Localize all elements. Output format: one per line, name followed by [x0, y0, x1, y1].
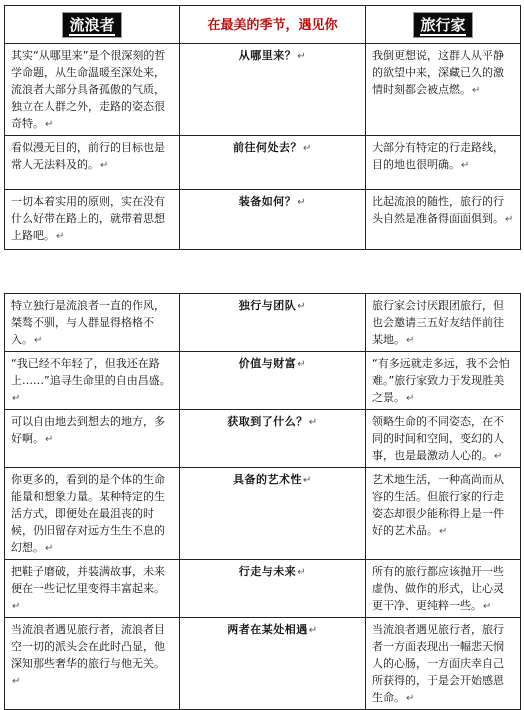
traveler-text: 当流浪者遇见旅行者，旅行者一方面表现出一幅悲天悯人的心肠，一方面庆幸自己所获得的，于是会开始感恩生命。↵ — [366, 618, 521, 710]
header-left-cell — [5, 6, 180, 44]
wanderer-text: 看似漫无目的，前行的目标也是常人无法料及的。↵ — [5, 136, 180, 190]
comparison-table-top — [4, 5, 521, 250]
table-row — [5, 136, 521, 190]
wanderer-text: 可以自由地去到想去的地方，多好啊。↵ — [5, 410, 180, 468]
header-title: 在最美的季节，遇见你 — [207, 17, 338, 33]
topic-label: 前往何处去？↵ — [180, 136, 366, 190]
topic-label: 获取到了什么？↵ — [180, 410, 366, 468]
wanderer-text: 把鞋子磨破，并装满故事，未来便在一些记忆里变得丰富起来。↵ — [5, 560, 180, 618]
traveler-text: 旅行家会讨厌跟团旅行，但也会邀请三五好友结伴前往某地。↵ — [366, 294, 521, 352]
traveler-text: 大部分有特定的行走路线，目的地也很明确。↵ — [366, 136, 521, 190]
wanderer-text: 一切本着实用的原则，实在没有什么好带在路上的，就带着思想上路吧。↵ — [5, 190, 180, 250]
wanderer-text: 你更多的，看到的是个体的生命能量和想象力量。某种特定的生活方式，即便处在最沮丧的时候，仍旧留存对远方生生不息的幻想。↵ — [5, 468, 180, 560]
traveler-text: 比起流浪的随性，旅行的行头自然是准备得面面俱到。↵ — [366, 190, 521, 250]
table-row — [5, 190, 521, 250]
header-wanderer-badge: 流浪者 — [62, 12, 121, 38]
header-middle-cell — [180, 6, 366, 44]
topic-label: 从哪里来？↵ — [180, 44, 366, 136]
comparison-table-bottom — [4, 293, 521, 710]
traveler-text: 艺术地生活，一种高尚而从容的生活。但旅行家的行走姿态却很少能称得上是一件好的艺术品。↵ — [366, 468, 521, 560]
table-row — [5, 618, 521, 710]
table-row — [5, 44, 521, 136]
topic-label: 两者在某处相遇↵ — [180, 618, 366, 710]
table-row — [5, 352, 521, 410]
traveler-text: “有多远就走多远，我不会怕难。”旅行家致力于发现胜美之景。↵ — [366, 352, 521, 410]
wanderer-text: “我已经不年轻了，但我还在路上……”追寻生命里的自由昌盛。↵ — [5, 352, 180, 410]
topic-label: 行走与未来↵ — [180, 560, 366, 618]
traveler-text: 我倒更想说，这群人从平静的欲望中来，深藏已久的激情时刻都会被点燃。↵ — [366, 44, 521, 136]
header-traveler-badge: 旅行家 — [413, 12, 472, 38]
topic-label: 具备的艺术性↵ — [180, 468, 366, 560]
topic-label: 独行与团队↵ — [180, 294, 366, 352]
table-row — [5, 294, 521, 352]
topic-label: 装备如何？↵ — [180, 190, 366, 250]
header-row — [5, 6, 521, 44]
header-right-cell — [366, 6, 521, 44]
wanderer-text: 其实“从哪里来”是个很深刻的哲学命题，从生命温暖至深处来，流浪者大部分具备孤傲的气质，独立在人群之外，走路的姿态很奇特。↵ — [5, 44, 180, 136]
topic-label: 价值与财富↵ — [180, 352, 366, 410]
table-row — [5, 560, 521, 618]
wanderer-text: 特立独行是流浪者一直的作风，桀骜不驯，与人群显得格格不入。↵ — [5, 294, 180, 352]
table-row — [5, 410, 521, 468]
wanderer-text: 当流浪者遇见旅行者，流浪者目空一切的派头会在此时凸显，他深知那些奢华的旅行与他无关。↵ — [5, 618, 180, 710]
table-row — [5, 468, 521, 560]
traveler-text: 所有的旅行都应该抛开一些虚伪、做作的形式，让心灵更干净、更纯粹一些。↵ — [366, 560, 521, 618]
traveler-text: 领略生命的不同姿态，在不同的时间和空间，变幻的人事，也是最激动人心的。↵ — [366, 410, 521, 468]
